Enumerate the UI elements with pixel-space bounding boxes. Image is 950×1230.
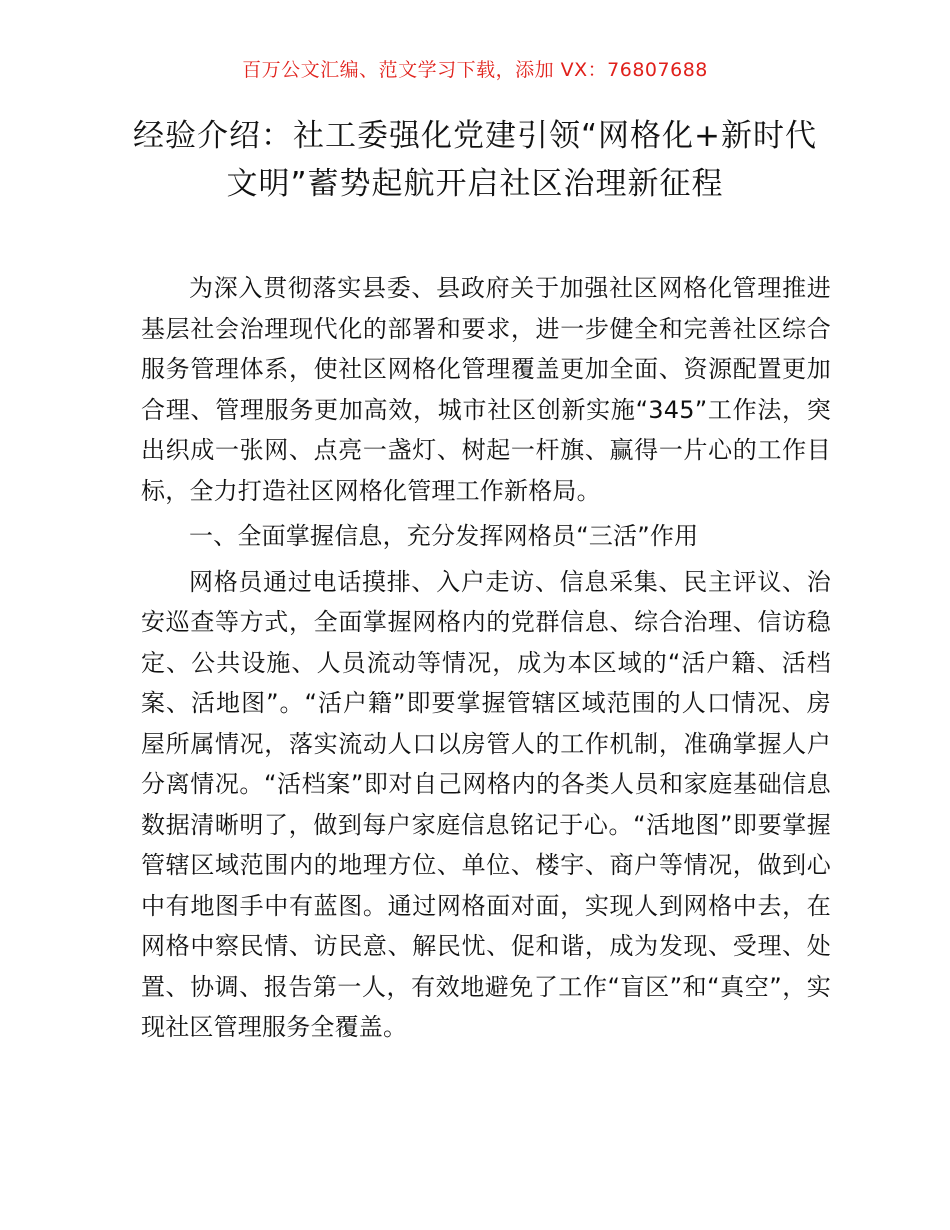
section-paragraph: 网格员通过电话摸排、入户走访、信息采集、民主评议、治安巡查等方式，全面掌握网格内的党群信息、综合治理、信访稳定、公共设施、人员流动等情况，成为本区域的“活户籍、活档案、活地图”。“活户籍”即要掌握管辖区域范围的人口情况、房屋所属情况，落实流动人口以房管人的工作机制，准确掌握人户分离情况。“活档案”即对自己网格内的各类人员和家庭基础信息数据清晰明了，做到每户家庭信息铭记于心。“活地图”即要掌握管辖区域范围内的地理方位、单位、楼宇、商户等情况，做到心中有地图手中有蓝图。通过网格面对面，实现人到网格中去，在网格中察民情、访民意、解民忧、促和谐，成为发现、受理、处置、协调、报告第一人，有效地避免了工作“盲区”和“真空”，实现社区管理服务全覆盖。 (141, 567, 831, 1041)
document-body (141, 268, 831, 1048)
section-heading: 一、全面掌握信息，充分发挥网格员“三活”作用 (189, 522, 699, 550)
document-title: 经验介绍：社工委强化党建引领“网格化+新时代文明”蓄势起航开启社区治理新征程 (132, 118, 818, 202)
intro-paragraph: 为深入贯彻落实县委、县政府关于加强社区网格化管理推进基层社会治理现代化的部署和要求，进一步健全和完善社区综合服务管理体系，使社区网格化管理覆盖更加全面、资源配置更加合理、管理服务更加高效，城市社区创新实施“345”工作法，突出织成一张网、点亮一盏灯、树起一杆旗、赢得一片心的工作目标，全力打造社区网格化管理工作新格局。 (141, 274, 831, 505)
header-note: 百万公文汇编、范文学习下载，添加 VX：76807688 (242, 59, 708, 81)
